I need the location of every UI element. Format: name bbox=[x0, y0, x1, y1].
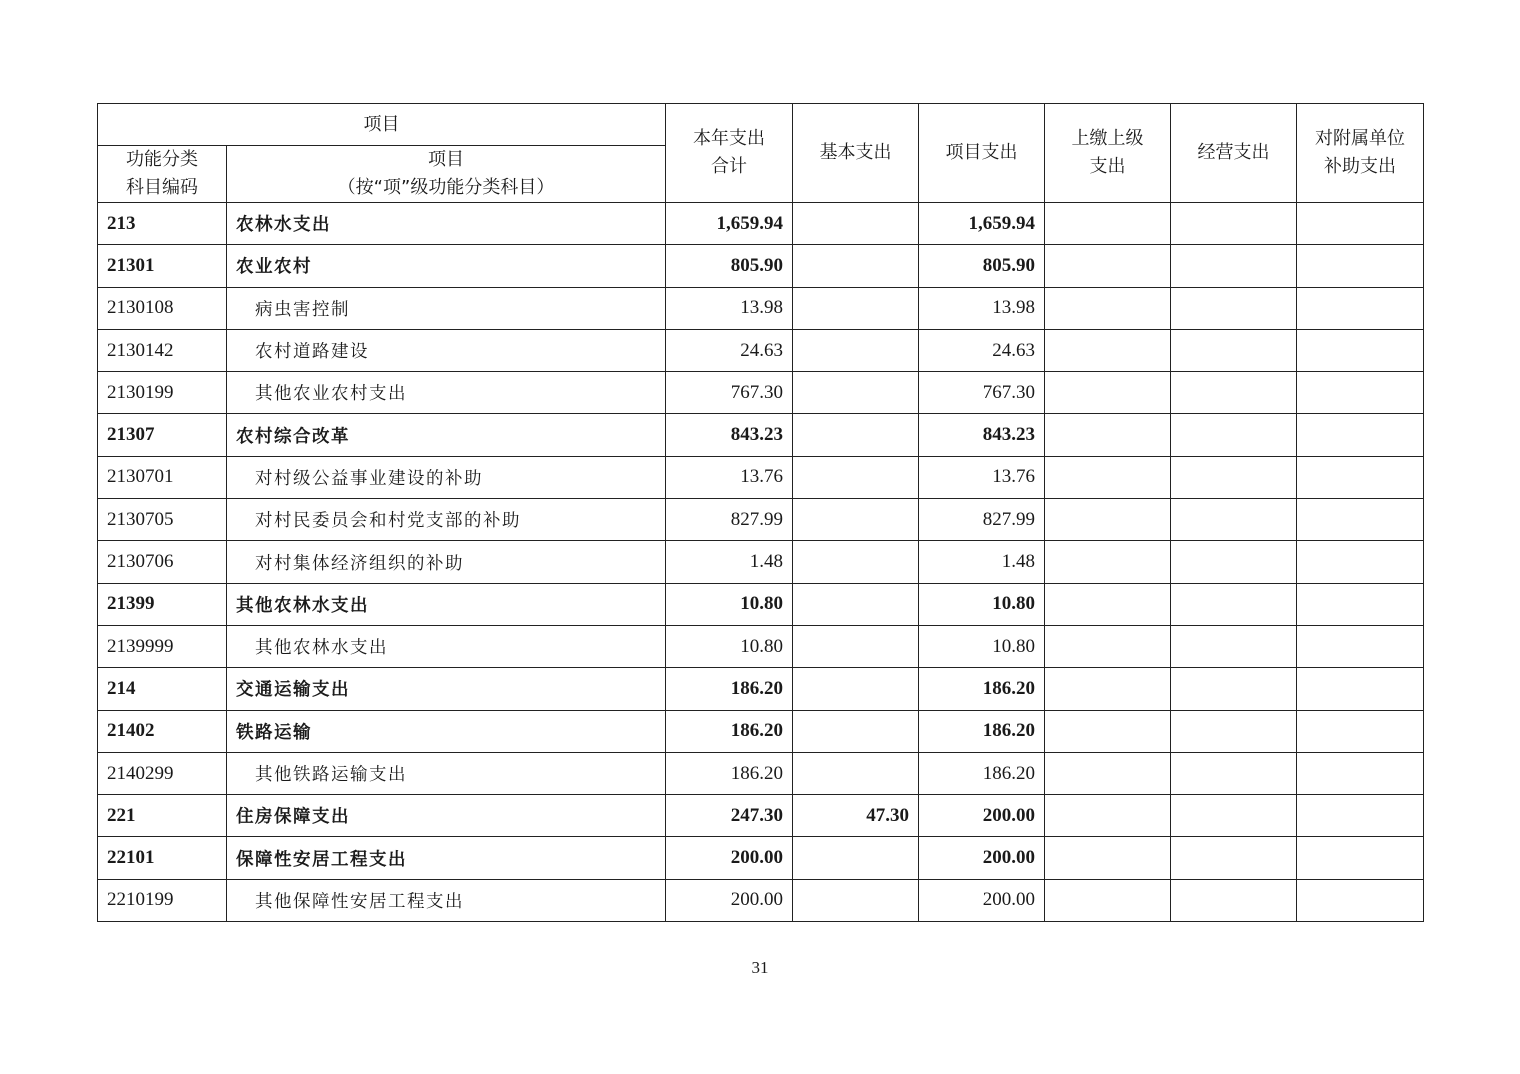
cell-upper bbox=[1045, 541, 1171, 583]
cell-subsidy bbox=[1297, 203, 1424, 245]
header-subsidy-line2: 补助支出 bbox=[1324, 156, 1396, 177]
cell-upper bbox=[1045, 372, 1171, 414]
header-item-line1: 项目 bbox=[428, 149, 464, 170]
header-operating: 经营支出 bbox=[1171, 104, 1297, 203]
table-row bbox=[98, 456, 1424, 498]
cell-operating bbox=[1171, 329, 1297, 371]
cell-name: 农林水支出 bbox=[227, 203, 666, 245]
cell-subsidy bbox=[1297, 245, 1424, 287]
cell-operating bbox=[1171, 625, 1297, 667]
cell-project: 767.30 bbox=[919, 372, 1045, 414]
cell-name: 农村道路建设 bbox=[227, 329, 666, 371]
table-row bbox=[98, 668, 1424, 710]
table-row bbox=[98, 499, 1424, 541]
cell-total: 186.20 bbox=[666, 752, 793, 794]
cell-operating bbox=[1171, 541, 1297, 583]
cell-project: 805.90 bbox=[919, 245, 1045, 287]
cell-code: 21399 bbox=[98, 583, 227, 625]
cell-project: 200.00 bbox=[919, 879, 1045, 921]
cell-total: 1.48 bbox=[666, 541, 793, 583]
cell-operating bbox=[1171, 879, 1297, 921]
cell-code: 2130705 bbox=[98, 499, 227, 541]
cell-total: 13.98 bbox=[666, 287, 793, 329]
cell-name: 对村集体经济组织的补助 bbox=[227, 541, 666, 583]
cell-code: 22101 bbox=[98, 837, 227, 879]
cell-code: 213 bbox=[98, 203, 227, 245]
cell-operating bbox=[1171, 245, 1297, 287]
cell-project: 186.20 bbox=[919, 752, 1045, 794]
cell-total: 805.90 bbox=[666, 245, 793, 287]
cell-basic bbox=[793, 752, 919, 794]
header-total bbox=[666, 104, 793, 203]
header-code-line2: 科目编码 bbox=[126, 177, 198, 198]
cell-upper bbox=[1045, 625, 1171, 667]
header-upper bbox=[1045, 104, 1171, 203]
cell-subsidy bbox=[1297, 752, 1424, 794]
cell-upper bbox=[1045, 499, 1171, 541]
cell-upper bbox=[1045, 245, 1171, 287]
cell-total: 843.23 bbox=[666, 414, 793, 456]
cell-name: 其他铁路运输支出 bbox=[227, 752, 666, 794]
table-row bbox=[98, 795, 1424, 837]
header-code bbox=[98, 146, 227, 203]
cell-code: 221 bbox=[98, 795, 227, 837]
cell-project: 827.99 bbox=[919, 499, 1045, 541]
cell-subsidy bbox=[1297, 499, 1424, 541]
cell-project: 200.00 bbox=[919, 837, 1045, 879]
table-row bbox=[98, 287, 1424, 329]
cell-subsidy bbox=[1297, 541, 1424, 583]
cell-subsidy bbox=[1297, 583, 1424, 625]
header-subsidy-line1: 对附属单位 bbox=[1315, 128, 1405, 149]
cell-upper bbox=[1045, 329, 1171, 371]
cell-total: 247.30 bbox=[666, 795, 793, 837]
cell-total: 186.20 bbox=[666, 668, 793, 710]
cell-project: 1.48 bbox=[919, 541, 1045, 583]
header-basic: 基本支出 bbox=[793, 104, 919, 203]
cell-name: 对村级公益事业建设的补助 bbox=[227, 456, 666, 498]
cell-operating bbox=[1171, 795, 1297, 837]
cell-subsidy bbox=[1297, 879, 1424, 921]
cell-upper bbox=[1045, 837, 1171, 879]
cell-upper bbox=[1045, 287, 1171, 329]
cell-total: 200.00 bbox=[666, 879, 793, 921]
cell-operating bbox=[1171, 287, 1297, 329]
cell-subsidy bbox=[1297, 668, 1424, 710]
cell-name: 保障性安居工程支出 bbox=[227, 837, 666, 879]
header-project-expense: 项目支出 bbox=[919, 104, 1045, 203]
cell-subsidy bbox=[1297, 625, 1424, 667]
cell-basic bbox=[793, 499, 919, 541]
table-row bbox=[98, 245, 1424, 287]
header-upper-line1: 上缴上级 bbox=[1071, 128, 1144, 149]
cell-project: 200.00 bbox=[919, 795, 1045, 837]
cell-upper bbox=[1045, 710, 1171, 752]
cell-operating bbox=[1171, 499, 1297, 541]
table-row bbox=[98, 203, 1424, 245]
cell-code: 2210199 bbox=[98, 879, 227, 921]
cell-upper bbox=[1045, 414, 1171, 456]
cell-code: 2130701 bbox=[98, 456, 227, 498]
cell-subsidy bbox=[1297, 795, 1424, 837]
cell-basic bbox=[793, 329, 919, 371]
cell-code: 2130142 bbox=[98, 329, 227, 371]
cell-subsidy bbox=[1297, 710, 1424, 752]
header-upper-line2: 支出 bbox=[1089, 156, 1126, 177]
cell-total: 767.30 bbox=[666, 372, 793, 414]
cell-subsidy bbox=[1297, 414, 1424, 456]
cell-operating bbox=[1171, 668, 1297, 710]
cell-basic bbox=[793, 414, 919, 456]
cell-total: 186.20 bbox=[666, 710, 793, 752]
page-number: 31 bbox=[751, 958, 769, 977]
cell-code: 21301 bbox=[98, 245, 227, 287]
cell-code: 2139999 bbox=[98, 625, 227, 667]
cell-operating bbox=[1171, 372, 1297, 414]
cell-code: 2140299 bbox=[98, 752, 227, 794]
header-code-line1: 功能分类 bbox=[126, 149, 198, 170]
table-row bbox=[98, 625, 1424, 667]
table-row bbox=[98, 752, 1424, 794]
cell-project: 186.20 bbox=[919, 668, 1045, 710]
cell-project: 186.20 bbox=[919, 710, 1045, 752]
cell-total: 1,659.94 bbox=[666, 203, 793, 245]
cell-name: 交通运输支出 bbox=[227, 668, 666, 710]
cell-operating bbox=[1171, 583, 1297, 625]
cell-operating bbox=[1171, 837, 1297, 879]
cell-upper bbox=[1045, 795, 1171, 837]
cell-code: 2130199 bbox=[98, 372, 227, 414]
cell-name: 其他农林水支出 bbox=[227, 583, 666, 625]
cell-upper bbox=[1045, 668, 1171, 710]
cell-operating bbox=[1171, 710, 1297, 752]
cell-project: 24.63 bbox=[919, 329, 1045, 371]
cell-upper bbox=[1045, 752, 1171, 794]
cell-basic bbox=[793, 625, 919, 667]
header-item-line2: （按“项”级功能分类科目） bbox=[337, 177, 555, 198]
cell-code: 2130706 bbox=[98, 541, 227, 583]
cell-upper bbox=[1045, 583, 1171, 625]
cell-total: 13.76 bbox=[666, 456, 793, 498]
cell-code: 214 bbox=[98, 668, 227, 710]
cell-total: 827.99 bbox=[666, 499, 793, 541]
cell-name: 其他农业农村支出 bbox=[227, 372, 666, 414]
table-row bbox=[98, 414, 1424, 456]
cell-basic bbox=[793, 583, 919, 625]
cell-basic bbox=[793, 710, 919, 752]
cell-subsidy bbox=[1297, 372, 1424, 414]
table-body bbox=[98, 203, 1424, 922]
cell-basic bbox=[793, 541, 919, 583]
cell-subsidy bbox=[1297, 329, 1424, 371]
cell-name: 农业农村 bbox=[227, 245, 666, 287]
cell-basic bbox=[793, 245, 919, 287]
cell-total: 10.80 bbox=[666, 625, 793, 667]
cell-code: 21307 bbox=[98, 414, 227, 456]
cell-code: 2130108 bbox=[98, 287, 227, 329]
budget-expenditure-table bbox=[97, 103, 1424, 922]
cell-basic bbox=[793, 287, 919, 329]
table-row bbox=[98, 710, 1424, 752]
cell-project: 13.98 bbox=[919, 287, 1045, 329]
cell-basic: 47.30 bbox=[793, 795, 919, 837]
cell-basic bbox=[793, 203, 919, 245]
header-project: 项目 bbox=[98, 104, 666, 146]
header-total-line2: 合计 bbox=[711, 156, 747, 177]
cell-code: 21402 bbox=[98, 710, 227, 752]
cell-project: 10.80 bbox=[919, 583, 1045, 625]
cell-subsidy bbox=[1297, 287, 1424, 329]
cell-operating bbox=[1171, 414, 1297, 456]
cell-name: 农村综合改革 bbox=[227, 414, 666, 456]
table-row bbox=[98, 541, 1424, 583]
table-row bbox=[98, 329, 1424, 371]
table-row bbox=[98, 837, 1424, 879]
cell-project: 13.76 bbox=[919, 456, 1045, 498]
header-subsidy bbox=[1297, 104, 1424, 203]
table-row bbox=[98, 879, 1424, 921]
cell-project: 1,659.94 bbox=[919, 203, 1045, 245]
cell-subsidy bbox=[1297, 456, 1424, 498]
cell-project: 10.80 bbox=[919, 625, 1045, 667]
cell-basic bbox=[793, 456, 919, 498]
table-row bbox=[98, 583, 1424, 625]
cell-upper bbox=[1045, 203, 1171, 245]
header-item bbox=[227, 146, 666, 203]
cell-basic bbox=[793, 837, 919, 879]
table-header bbox=[98, 104, 1424, 203]
cell-project: 843.23 bbox=[919, 414, 1045, 456]
table-row bbox=[98, 372, 1424, 414]
cell-name: 住房保障支出 bbox=[227, 795, 666, 837]
cell-name: 其他保障性安居工程支出 bbox=[227, 879, 666, 921]
cell-basic bbox=[793, 668, 919, 710]
cell-total: 24.63 bbox=[666, 329, 793, 371]
cell-upper bbox=[1045, 456, 1171, 498]
cell-name: 对村民委员会和村党支部的补助 bbox=[227, 499, 666, 541]
cell-total: 200.00 bbox=[666, 837, 793, 879]
cell-basic bbox=[793, 879, 919, 921]
cell-name: 铁路运输 bbox=[227, 710, 666, 752]
cell-upper bbox=[1045, 879, 1171, 921]
cell-name: 病虫害控制 bbox=[227, 287, 666, 329]
cell-total: 10.80 bbox=[666, 583, 793, 625]
cell-name: 其他农林水支出 bbox=[227, 625, 666, 667]
cell-operating bbox=[1171, 203, 1297, 245]
cell-basic bbox=[793, 372, 919, 414]
cell-operating bbox=[1171, 456, 1297, 498]
header-total-line1: 本年支出 bbox=[693, 128, 765, 149]
cell-operating bbox=[1171, 752, 1297, 794]
cell-subsidy bbox=[1297, 837, 1424, 879]
